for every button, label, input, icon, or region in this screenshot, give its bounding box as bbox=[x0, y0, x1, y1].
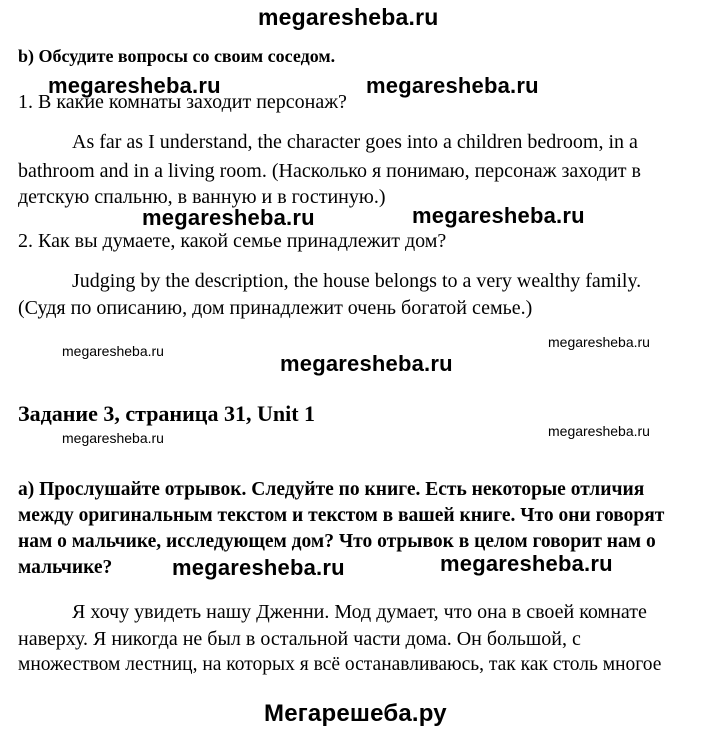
question-2: 2. Как вы думаете, какой семье принадлежит дом? bbox=[18, 230, 447, 252]
answer-2-line-1: Judging by the description, the house belongs to a very wealthy family. bbox=[72, 270, 642, 292]
watermark-small: megaresheba.ru bbox=[62, 430, 164, 446]
header-site-name: megaresheba.ru bbox=[258, 4, 439, 30]
answer-1-line-1: As far as I understand, the character goes into a children bedroom, in a bbox=[72, 131, 638, 153]
answer-2-line-2: (Судя по описанию, дом принадлежит очень богатой семье.) bbox=[18, 297, 533, 319]
task-3a-line-4: мальчике? bbox=[18, 557, 113, 578]
answer-1-line-2: bathroom and in a living room. (Насколько я понимаю, персонаж заходит в bbox=[18, 160, 641, 182]
footer-site-name: Мегарешеба.ру bbox=[264, 700, 447, 727]
passage-line-1: Я хочу увидеть нашу Дженни. Мод думает, что она в своей комнате bbox=[72, 601, 647, 623]
watermark: megaresheba.ru bbox=[172, 555, 345, 580]
watermark-small: megaresheba.ru bbox=[548, 423, 650, 439]
task-3a-line-1: а) Прослушайте отрывок. Следуйте по книге. Есть некоторые отличия bbox=[18, 479, 645, 500]
section-b-heading: b) Обсудите вопросы со своим соседом. bbox=[18, 46, 336, 66]
watermark: megaresheba.ru bbox=[142, 205, 315, 230]
passage-line-2: наверху. Я никогда не был в остальной части дома. Он большой, с bbox=[18, 628, 581, 650]
watermark: megaresheba.ru bbox=[366, 73, 539, 98]
answer-1-line-3: детскую спальню, в ванную и в гостиную.) bbox=[18, 186, 386, 208]
task-3a-line-3: нам о мальчике, исследующем дом? Что отрывок в целом говорит нам о bbox=[18, 531, 656, 552]
passage-line-3: множеством лестниц, на которых я всё останавливаюсь, так как столь многое bbox=[18, 654, 662, 675]
task-3a-line-2: между оригинальным текстом и текстом в вашей книге. Что они говорят bbox=[18, 505, 665, 526]
watermark: megaresheba.ru bbox=[412, 203, 585, 228]
watermark: megaresheba.ru bbox=[440, 551, 613, 576]
watermark-small: megaresheba.ru bbox=[62, 343, 164, 359]
question-1: 1. В какие комнаты заходит персонаж? bbox=[18, 91, 347, 113]
task-3-title: Задание 3, страница 31, Unit 1 bbox=[18, 401, 316, 426]
watermark: megaresheba.ru bbox=[280, 351, 453, 376]
watermark: megaresheba.ru bbox=[48, 73, 221, 98]
watermark-small: megaresheba.ru bbox=[548, 334, 650, 350]
